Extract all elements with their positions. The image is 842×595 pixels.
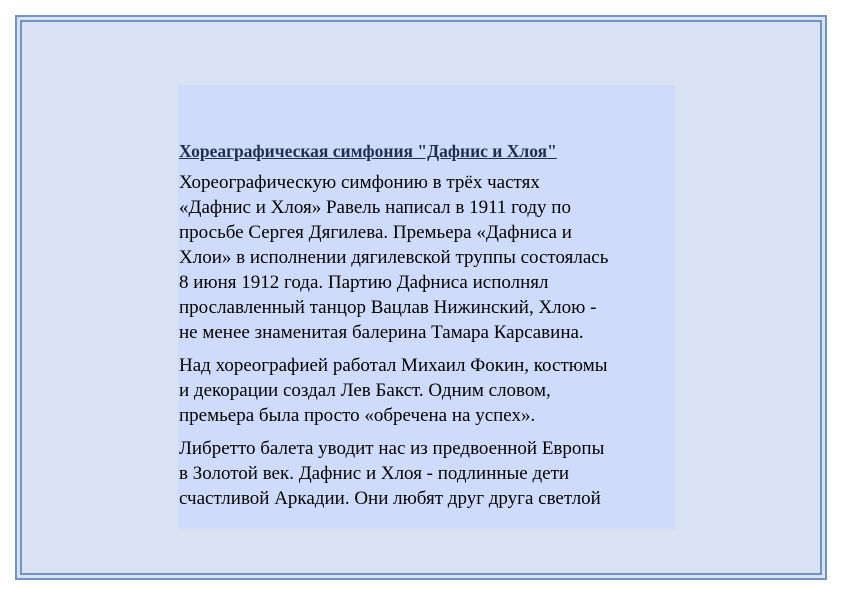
text-line: просьбе Сергея Дягилева. Премьера «Дафниса и [179,222,572,243]
text-box [178,85,675,529]
paragraph-3 [179,436,675,511]
text-line: не менее знаменитая балерина Тамара Карсавина. [179,322,584,343]
text-line: Либретто балета уводит нас из предвоенной Европы [179,438,605,459]
slide-frame [15,15,827,580]
paragraph-2 [179,353,675,428]
text-line: прославленный танцор Вацлав Нижинский, Хлою - [179,297,597,318]
paragraph-1 [179,170,675,345]
text-line: Хореографическую симфонию в трёх частях [179,172,540,193]
text-line: 8 июня 1912 года. Партию Дафниса исполнял [179,272,549,293]
text-line: премьера была просто «обречена на успех». [179,405,536,426]
text-line: и декорации создал Лев Бакст. Одним словом, [179,380,551,401]
text-line: в Золотой век. Дафнис и Хлоя - подлинные дети [179,463,570,484]
text-line: Хлои» в исполнении дягилевской труппы состоялась [179,247,609,268]
text-line: «Дафнис и Хлоя» Равель написал в 1911 году по [179,197,571,218]
article-heading[interactable]: Хореаграфическая симфония "Дафнис и Хлоя" [179,141,557,161]
text-line: счастливой Аркадии. Они любят друг друга светлой [179,488,601,509]
text-line: Над хореографией работал Михаил Фокин, костюмы [179,355,608,376]
